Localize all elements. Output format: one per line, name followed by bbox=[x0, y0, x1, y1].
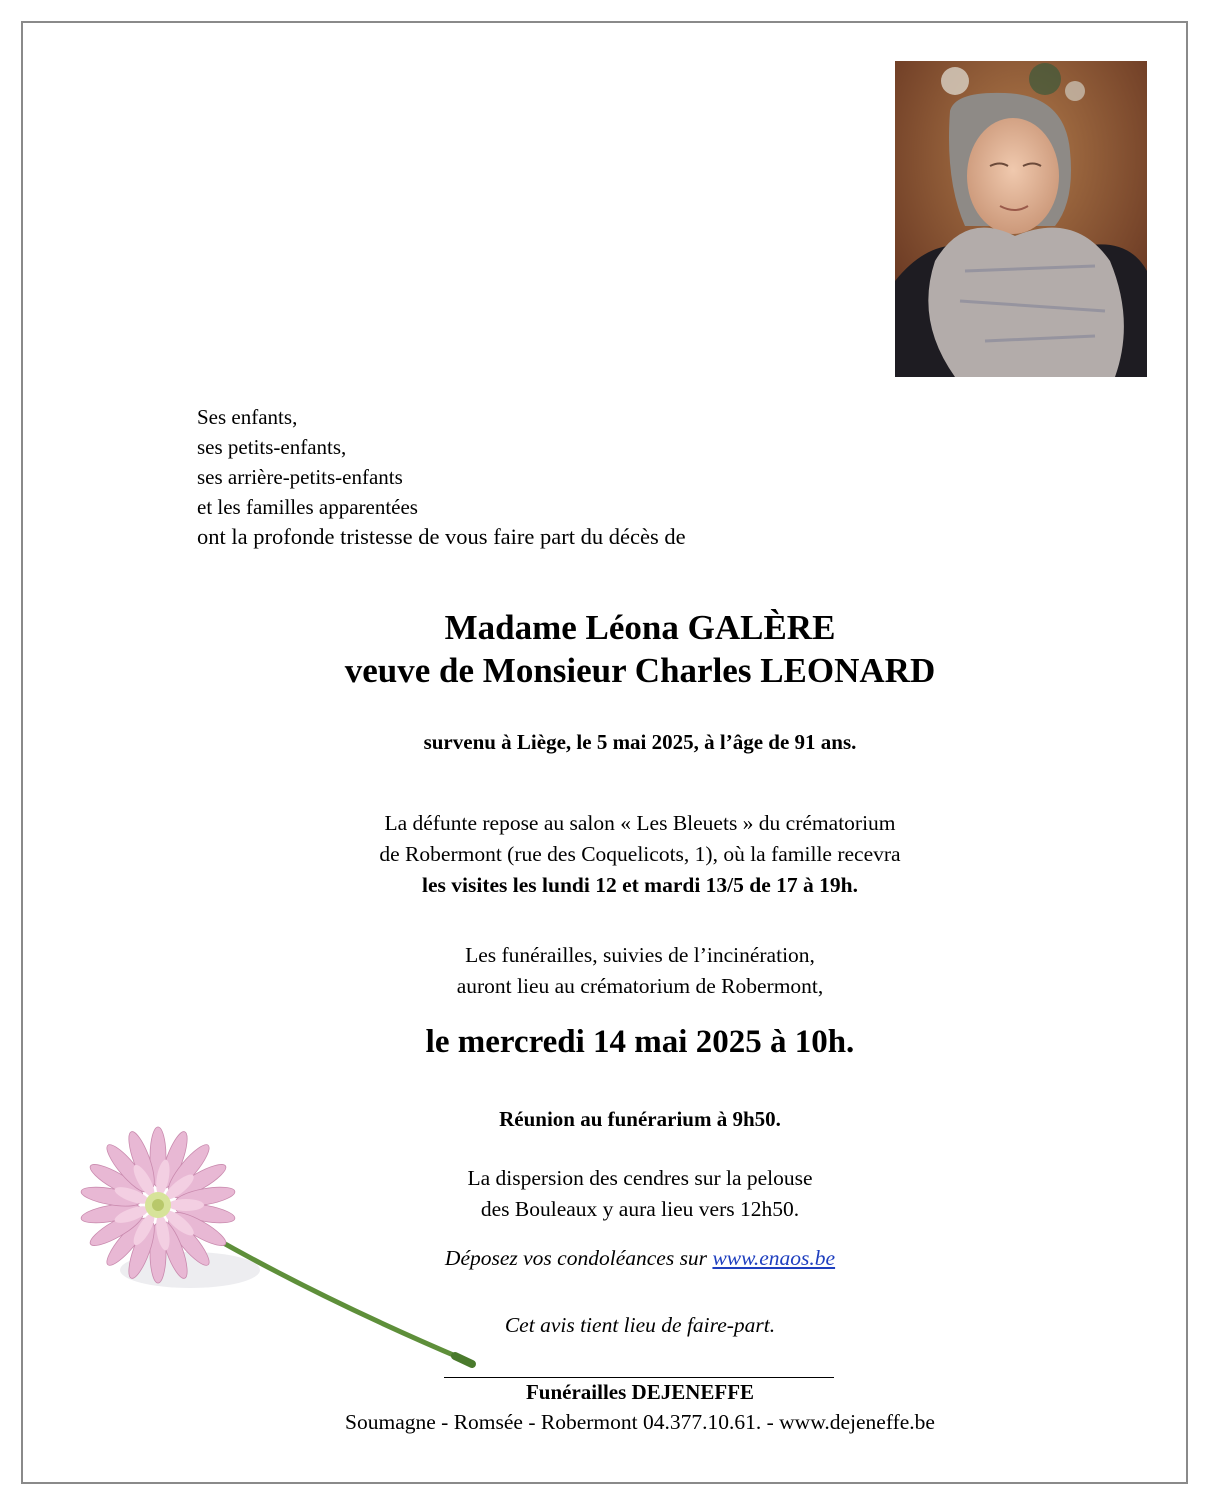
signature-line bbox=[444, 1377, 834, 1378]
flower-illustration bbox=[80, 1120, 500, 1400]
intro-line: ses petits-enfants, bbox=[197, 435, 347, 459]
deceased-name: Madame Léona GALÈRE bbox=[444, 608, 836, 647]
intro-line: et les familles apparentées bbox=[197, 495, 418, 519]
funeral-info bbox=[0, 940, 1214, 1002]
deceased-name-block bbox=[0, 606, 1214, 692]
intro-line: ont la profonde tristesse de vous faire part du décès de bbox=[197, 524, 686, 549]
rest-line: La défunte repose au salon « Les Bleuets » du crématorium bbox=[384, 811, 896, 835]
intro-line: Ses enfants, bbox=[197, 405, 298, 429]
intro-text bbox=[197, 402, 686, 552]
condolences-link[interactable]: www.enaos.be bbox=[712, 1246, 836, 1270]
visits-info: les visites les lundi 12 et mardi 13/5 de 17 à 19h. bbox=[422, 873, 858, 897]
rest-info bbox=[0, 808, 1214, 901]
funeral-home-contact: Soumagne - Romsée - Robermont 04.377.10.61. - www.dejeneffe.be bbox=[345, 1410, 935, 1434]
intro-line: ses arrière-petits-enfants bbox=[197, 465, 403, 489]
funeral-line: Les funérailles, suivies de l’incinération, bbox=[465, 943, 815, 967]
notice-text: Cet avis tient lieu de faire-part. bbox=[504, 1313, 776, 1337]
funeral-date: le mercredi 14 mai 2025 à 10h. bbox=[425, 1024, 855, 1060]
funeral-home-name: Funérailles DEJENEFFE bbox=[525, 1380, 755, 1404]
rest-line: de Robermont (rue des Coquelicots, 1), où la famille recevra bbox=[379, 842, 901, 866]
funeral-line: auront lieu au crématorium de Robermont, bbox=[456, 974, 824, 998]
condolences-text: Déposez vos condoléances sur bbox=[444, 1246, 713, 1270]
meeting-info: Réunion au funérarium à 9h50. bbox=[499, 1107, 781, 1131]
ashes-line: des Bouleaux y aura lieu vers 12h50. bbox=[480, 1197, 800, 1221]
widow-of: veuve de Monsieur Charles LEONARD bbox=[344, 651, 936, 690]
death-info: survenu à Liège, le 5 mai 2025, à l’âge de 91 ans. bbox=[423, 730, 857, 754]
ashes-line: La dispersion des cendres sur la pelouse bbox=[467, 1166, 813, 1190]
portrait-photo bbox=[895, 61, 1147, 377]
